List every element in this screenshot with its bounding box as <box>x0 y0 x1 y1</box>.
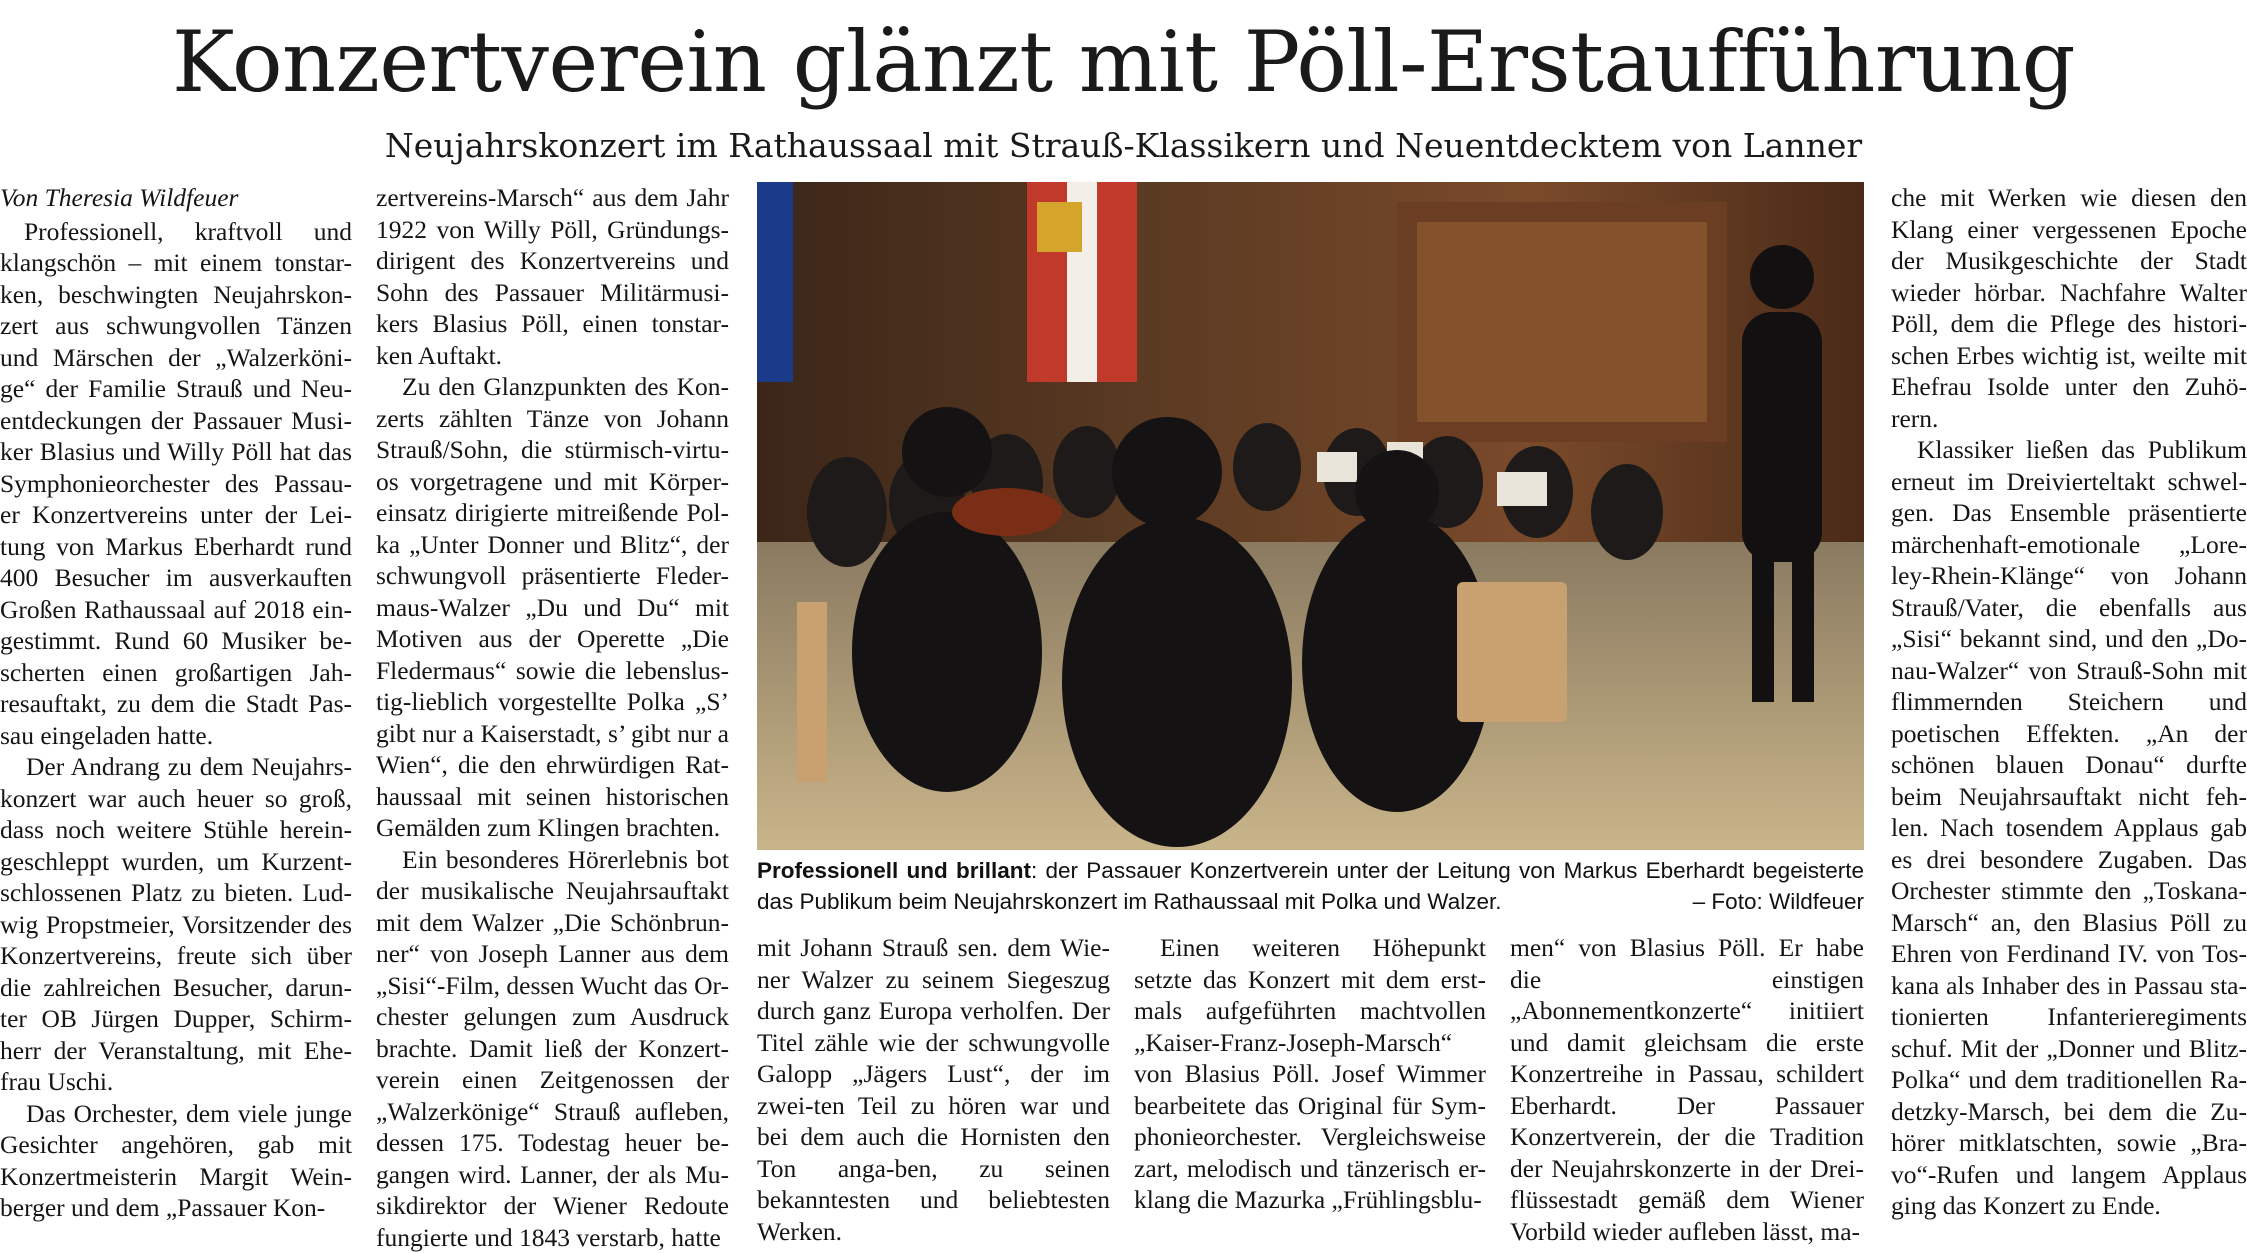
caption-lead: Professionell und brillant <box>757 858 1031 883</box>
paragraph: Zu den Glanzpunkten des Kon-zerts zählten Tänze von Johann Strauß/Sohn, die stürmisch-virtu-os vorgetragene und mit Körper-einsatz dirigierte mitreißende Pol-ka „Unter Donner und Blitz“, der schwungvoll präsentierte Fleder-maus-Walzer „Du und Du“ mit Motiven aus der Operette „Die Fledermaus“ sowie die lebenslus-tig-lieblich vorgestellte Polka „S’ gibt nur a Kaiserstadt, s’ gibt nur a Wien“, die den ehrwürdigen Rat-haussaal mit seinen historischen Gemälden zum Klingen brachten. <box>376 371 729 844</box>
paragraph: mit Johann Strauß sen. dem Wie-ner Walzer zu seinem Siegeszug durch ganz Europa verholfen. Der Titel zähle wie der schwungvolle Galopp „Jägers Lust“, der im zwei-ten Teil zu hören war und bei dem auch die Hornisten den Ton anga-ben, zu seinen bekanntesten und beliebtesten Werken. <box>757 932 1110 1247</box>
article-column-2 <box>376 182 729 1253</box>
article-column-1 <box>0 182 352 1224</box>
orchestra-photo <box>757 182 1864 850</box>
paragraph: Das Orchester, dem viele junge Gesichter angehören, gab mit Konzertmeisterin Margit Wein-berger und dem „Passauer Kon- <box>0 1098 352 1224</box>
paragraph: Klassiker ließen das Publikum erneut im Dreivierteltakt schwel-gen. Das Ensemble präsentierte märchenhaft-emotionale „Lore-ley-Rhein-Klänge“ von Johann Strauß/Vater, die ebenfalls aus „Sisi“ bekannt sind, und den „Do-nau-Walzer“ von Strauß-Sohn mit flimmernden Steichern und poetischen Effekten. „An der schönen blauen Donau“ durfte beim Neujahrsauftakt nicht feh-len. Nach tosendem Applaus gab es drei besondere Zugaben. Das Orchester stimmte den „Toskana-Marsch“ an, den Blasius Pöll zu Ehren von Ferdinand IV. von Tos-kana als Inhaber des in Passau sta-tionierten Infanterieregiments schuf. Mit der „Donner und Blitz-Polka“ und dem traditionellen Ra-detzky-Marsch, bei dem die Zu-hörer mitklatschten, sowie „Bra-vo“-Rufen und langem Applaus ging das Konzert zu Ende. <box>1891 434 2247 1222</box>
article-column-6 <box>1891 182 2247 1222</box>
paragraph: Der Andrang zu dem Neujahrs-konzert war auch heuer so groß, dass noch weitere Stühle herein-geschleppt wurden, um Kurzent-schlossenen Platz zu bieten. Lud-wig Propstmeier, Vorsitzender des Konzertvereins, freute sich über die zahlreichen Besucher, darun-ter OB Jürgen Dupper, Schirm-herr der Veranstaltung, mit Ehe-frau Uschi. <box>0 751 352 1098</box>
byline: Von Theresia Wildfeuer <box>0 182 352 214</box>
photo-caption <box>757 855 1864 917</box>
paragraph: che mit Werken wie diesen den Klang einer vergessenen Epoche der Musikgeschichte der Stadt wieder hörbar. Nachfahre Walter Pöll, dem die Pflege des histori-schen Erbes wichtig ist, weilte mit Ehefrau Isolde unter den Zuhö-rern. <box>1891 182 2247 434</box>
article-column-4 <box>1134 932 1486 1216</box>
subheadline: Neujahrskonzert im Rathaussaal mit Strauß-Klassikern und Neuentdecktem von Lanner <box>0 126 2247 166</box>
paragraph: men“ von Blasius Pöll. Er habe die einstigen „Abonnementkonzerte“ initiiert und damit gleichsam die erste Konzertreihe in Passau, schildert Eberhardt. Der Passauer Konzertverein, der die Tradition der Neujahrskonzerte in der Drei-flüssestadt gemäß dem Wiener Vorbild wieder aufleben lässt, ma- <box>1510 932 1864 1247</box>
paragraph: zertvereins-Marsch“ aus dem Jahr 1922 von Willy Pöll, Gründungs-dirigent des Konzertvereins und Sohn des Passauer Militärmusi-kers Blasius Pöll, einen tonstar-ken Auftakt. <box>376 182 729 371</box>
caption-text: : der Passauer Konzertverein unter der Leitung von Markus Eberhardt begeisterte das Publikum beim Neujahrskonzert im Rathaussaal mit Polka und Walzer. <box>757 858 1864 914</box>
paragraph: Professionell, kraftvoll und klangschön – mit einem tonstar-ken, beschwingten Neujahrskon-zert aus schwungvollen Tänzen und Märschen der „Walzerköni-ge“ der Familie Strauß und Neu-entdeckungen der Passauer Musi-ker Blasius und Willy Pöll hat das Symphonieorchester des Passau-er Konzertvereins unter der Lei-tung von Markus Eberhardt rund 400 Besucher im ausverkauften Großen Rathaussaal auf 2018 ein-gestimmt. Rund 60 Musiker be-scherten einen großartigen Jah-resauftakt, zu dem die Stadt Pas-sau eingeladen hatte. <box>0 216 352 752</box>
paragraph: Einen weiteren Höhepunkt setzte das Konzert mit dem erst-mals aufgeführten machtvollen „Kaiser-Franz-Joseph-Marsch“ von Blasius Pöll. Josef Wimmer bearbeitete das Original für Sym-phonieorchester. Vergleichsweise zart, melodisch und tänzerisch er-klang die Mazurka „Frühlingsblu- <box>1134 932 1486 1216</box>
photo-credit: – Foto: Wildfeuer <box>1693 886 1864 917</box>
paragraph: Ein besonderes Hörerlebnis bot der musikalische Neujahrsauftakt mit dem Walzer „Die Schönbrun-ner“ von Joseph Lanner aus dem „Sisi“-Film, dessen Wucht das Or-chester gelungen zum Ausdruck brachte. Damit ließ der Konzert-verein einen Zeitgenossen der „Walzerkönige“ Strauß aufleben, dessen 175. Todestag heuer be-gangen wird. Lanner, der als Mu-sikdirektor der Wiener Redoute fungierte und 1843 verstarb, hatte <box>376 844 729 1253</box>
headline: Konzertverein glänzt mit Pöll-Erstaufführung <box>0 14 2247 110</box>
